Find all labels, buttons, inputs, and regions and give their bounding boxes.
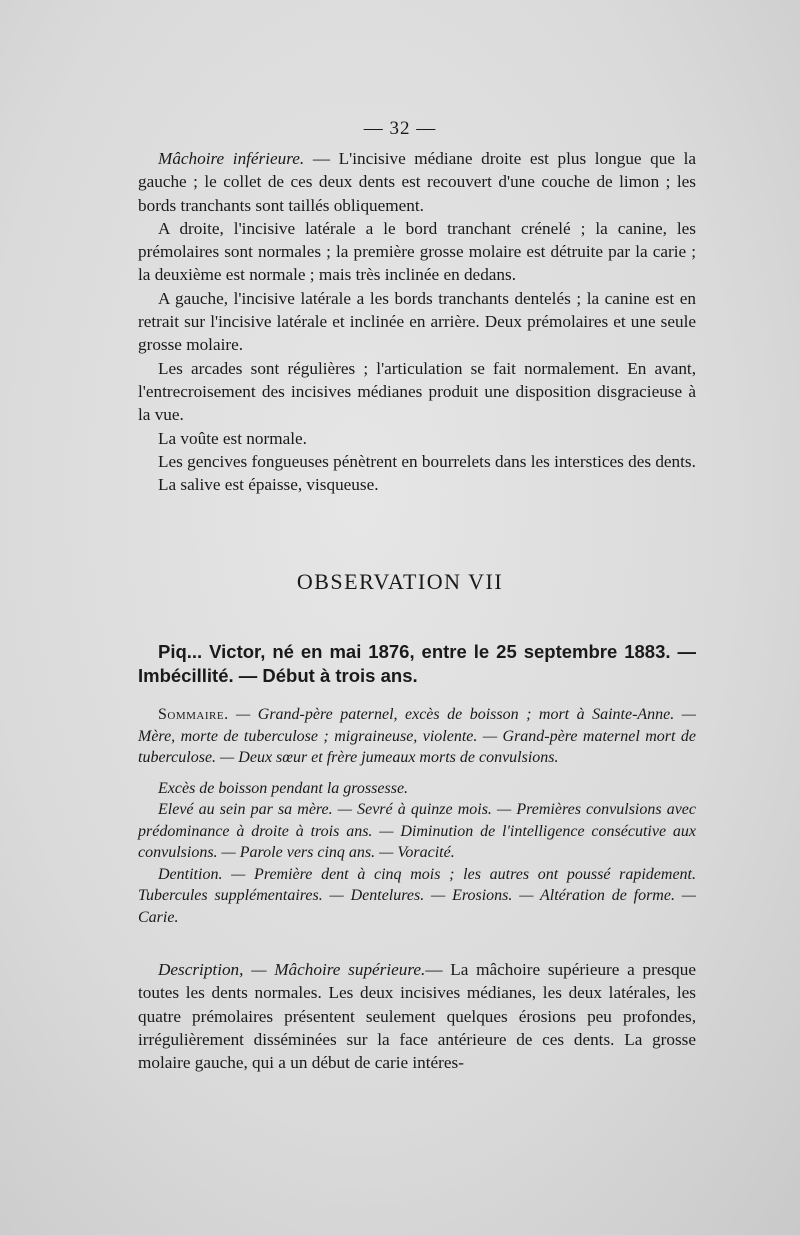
paragraph-droite: A droite, l'incisive latérale a le bord tranchant crénelé ; la canine, les prémolaires sont normales ; la première grosse molaire est détruite par la carie ; la deuxième est normale ; mais très inclinée en dedans. xyxy=(138,218,696,285)
observation-title: OBSERVATION VII xyxy=(296,569,504,594)
sommaire-line: Excès de boisson pendant la grossesse. xyxy=(158,779,409,797)
paragraph-text: — L'incisive médiane droite est plus longue que la gauche ; le collet de ces deux dents est recouvert d'une couche de limon ; les bords tranchants sont taillés obliquement. xyxy=(138,149,696,215)
description-lead: Description, — Mâchoire supérieure. xyxy=(158,960,426,979)
paragraph-voute: La voûte est normale. xyxy=(158,428,307,448)
description-section xyxy=(138,958,696,1074)
sommaire-line: Elevé au sein par sa mère. — Sevré à quinze mois. — Premières convulsions avec prédominance à droite à trois ans. — Diminution de l'intelligence consécutive aux convulsions. — Parole vers cinq ans. — Voracité. xyxy=(138,801,696,861)
description-paragraph xyxy=(138,958,696,1074)
patient-header: Piq... Victor, né en mai 1876, entre le 25 septembre 1883. — Imbécillité. — Début à trois ans. xyxy=(138,641,696,686)
sommaire-text: — Grand-père paternel, excès de boisson ; mort à Sainte-Anne. — Mère, morte de tuberculose ; migraineuse, violente. — Grand-père maternel mort de tuberculose. — Deux sœur et frère jumeaux morts de convulsions. xyxy=(138,706,696,766)
paragraph-machoire-inferieure xyxy=(138,147,696,217)
sommaire-label: Sommaire. xyxy=(158,706,229,723)
paragraph-salive: La salive est épaisse, visqueuse. xyxy=(158,475,379,495)
sommaire-section xyxy=(138,704,696,928)
paragraph-gencives: Les gencives fongueuses pénètrent en bourrelets dans les interstices des dents. xyxy=(158,451,696,471)
paragraph-arcades: Les arcades sont régulières ; l'articulation se fait normalement. En avant, l'entrecroisement des incisives médianes produit une disposition disgracieuse à la vue. xyxy=(138,358,696,425)
description-text: — La mâchoire supérieure a presque toutes les dents normales. Les deux incisives médianes, les deux latérales, les quatre prémolaires présentent seulement quelques érosions peu profondes, irrégulièrement disséminées sur la face antérieure de ces dents. La grosse molaire gauche, qui a un début de carie intéres- xyxy=(138,960,696,1073)
sommaire-line xyxy=(138,704,696,769)
dental-exam-section xyxy=(138,147,696,496)
page-number: — 32 — xyxy=(363,118,437,139)
paragraph-gauche: A gauche, l'incisive latérale a les bords tranchants dentelés ; la canine est en retrait sur l'incisive latérale et inclinée en arrière. Deux prémolaires et une seule grosse molaire. xyxy=(138,288,696,355)
sommaire-line: Dentition. — Première dent à cinq mois ; les autres ont poussé rapidement. Tubercules supplémentaires. — Dentelures. — Erosions. — Altération de forme. — Carie. xyxy=(138,865,696,926)
paragraph-lead: Mâchoire inférieure. xyxy=(158,149,305,168)
